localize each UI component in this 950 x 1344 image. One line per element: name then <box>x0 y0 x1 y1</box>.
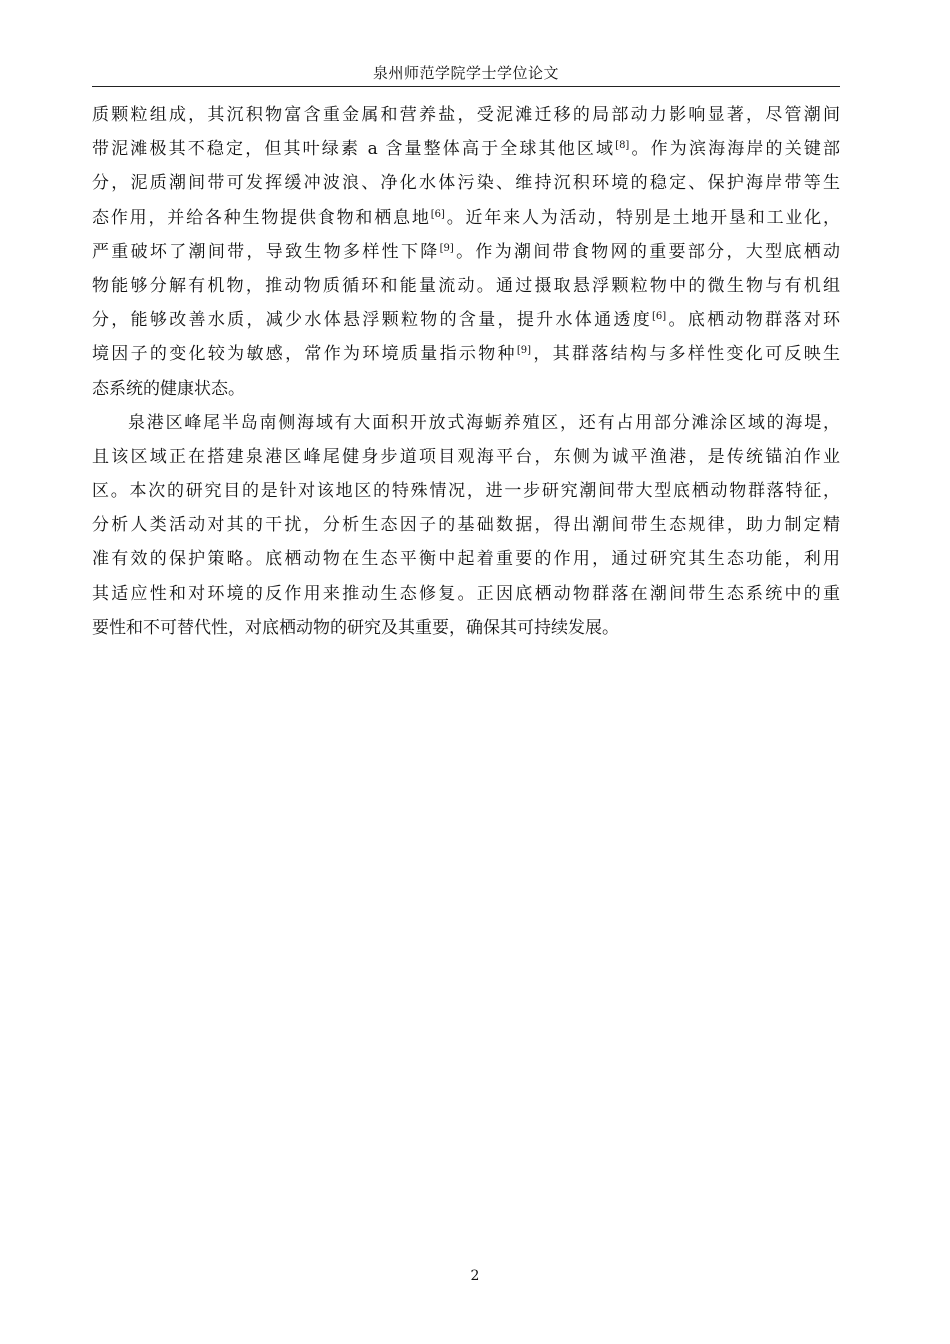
citation-mark: [9] <box>439 242 454 254</box>
citation-mark: [8] <box>615 140 630 152</box>
page-header-title: 泉州师范学院学士学位论文 <box>372 64 559 82</box>
text-line: 区。本次的研究目的是针对该地区的特殊情况，进一步研究潮间带大型底栖动物群落特征， <box>92 481 840 502</box>
text-line: 严重破坏了潮间带，导致生物多样性下降[9]。作为潮间带食物网的重要部分，大型底栖动 <box>92 241 840 262</box>
text-line: 准有效的保护策略。底栖动物在生态平衡中起着重要的作用，通过研究其生态功能，利用 <box>92 549 840 570</box>
text-line: 分析人类活动对其的干扰，分析生态因子的基础数据，得出潮间带生态规律，助力制定精 <box>92 515 840 536</box>
paragraph <box>92 98 840 406</box>
text-line: 且该区域正在搭建泉港区峰尾健身步道项目观海平台，东侧为诚平渔港，是传统锚泊作业 <box>92 446 840 467</box>
text-line: 其适应性和对环境的反作用来推动生态修复。正因底栖动物群落在潮间带生态系统中的重 <box>92 583 840 604</box>
text-line: 物能够分解有机物，推动物质循环和能量流动。通过摄取悬浮颗粒物中的微生物与有机组 <box>92 275 840 296</box>
text-line: 要性和不可替代性，对底栖动物的研究及其重要，确保其可持续发展。 <box>92 617 619 638</box>
text-line: 态系统的健康状态。 <box>92 378 245 399</box>
body-text <box>92 98 840 645</box>
text-line: 带泥滩极其不稳定，但其叶绿素 a 含量整体高于全球其他区域[8]。作为滨海海岸的关键部 <box>92 139 840 160</box>
text-line: 境因子的变化较为敏感，常作为环境质量指示物种[9]，其群落结构与多样性变化可反映生 <box>92 344 840 365</box>
citation-mark: [9] <box>516 345 532 357</box>
text-line: 分，泥质潮间带可发挥缓冲波浪、净化水体污染、维持沉积环境的稳定、保护海岸带等生 <box>92 173 840 194</box>
paragraph <box>92 406 840 645</box>
page-number: 2 <box>470 1268 480 1284</box>
text-line: 态作用，并给各种生物提供食物和栖息地[6]。近年来人为活动，特别是土地开垦和工业化， <box>92 207 840 228</box>
citation-mark: [6] <box>430 208 445 220</box>
text-line: 泉港区峰尾半岛南侧海域有大面积开放式海蛎养殖区，还有占用部分滩涂区域的海堤， <box>128 412 840 433</box>
citation-mark: [6] <box>652 311 667 323</box>
page-header <box>92 52 840 87</box>
text-line: 分，能够改善水质，减少水体悬浮颗粒物的含量，提升水体通透度[6]。底栖动物群落对环 <box>92 310 840 331</box>
text-line: 质颗粒组成，其沉积物富含重金属和营养盐，受泥滩迁移的局部动力影响显著，尽管潮间 <box>92 105 840 125</box>
